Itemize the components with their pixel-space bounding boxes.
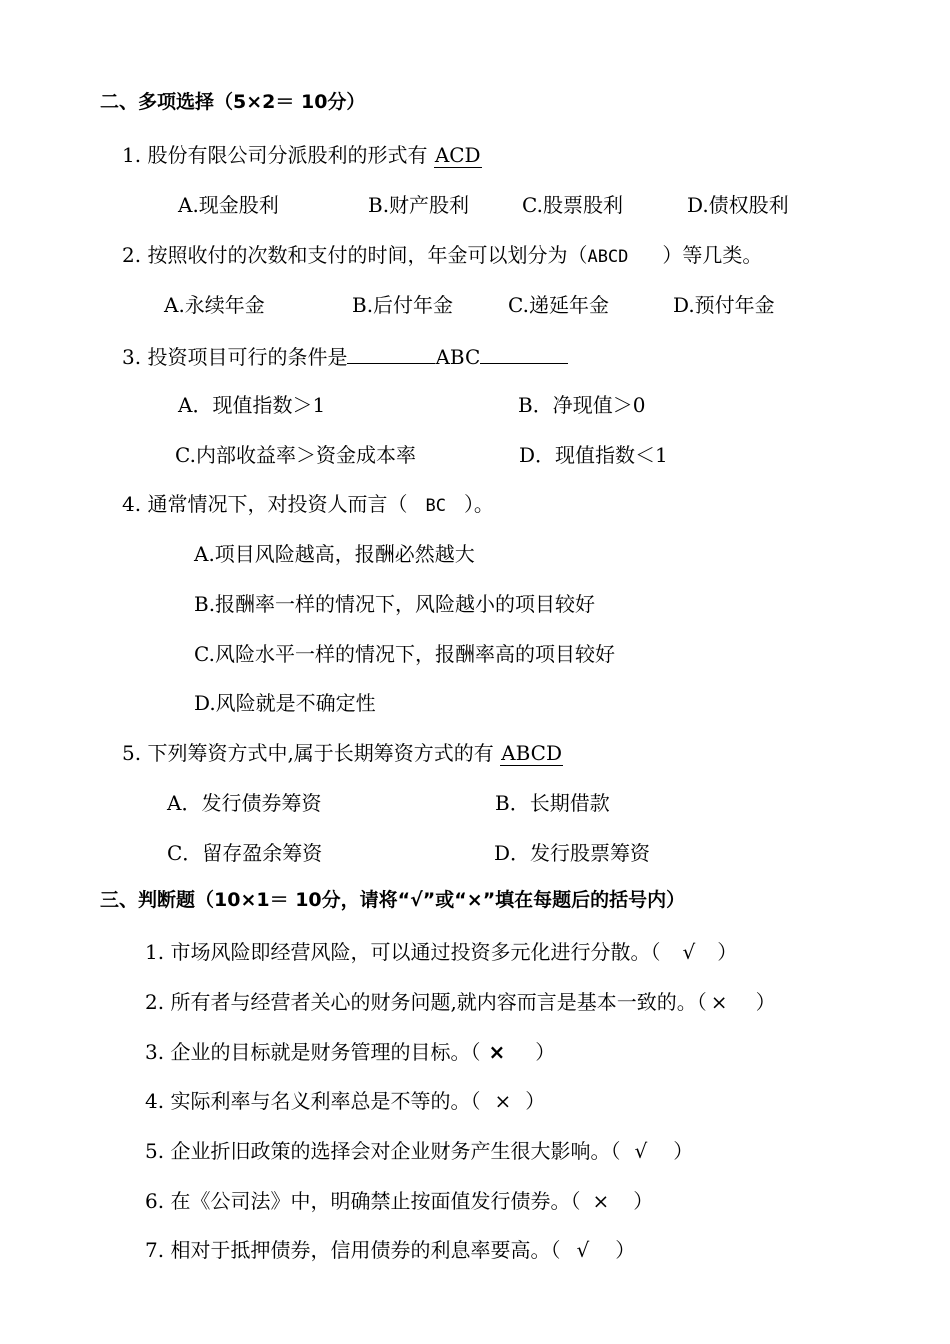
question-3-stem: 3. 投资项目可行的条件是 [122, 345, 348, 369]
tf-item-3-text: 3. 企业的目标就是财务管理的目标。（ [145, 1040, 481, 1064]
question-2-stem: 2. 按照收付的次数和支付的时间，年金可以划分为（ [122, 243, 588, 267]
question-2-stem-end: ）等几类。 [662, 243, 763, 267]
tf-item-6 [145, 1187, 653, 1215]
tf-item-5-mark: √ [634, 1139, 648, 1163]
tf-item-7-mark: √ [576, 1238, 590, 1262]
tf-item-7-close: ） [615, 1238, 636, 1262]
question-1-answer: ACD [434, 143, 481, 167]
tf-item-4-close: ） [525, 1089, 546, 1113]
tf-item-6-text: 6. 在《公司法》中，明确禁止按面值发行债券。（ [145, 1189, 581, 1213]
tf-item-4-mark: × [494, 1089, 512, 1113]
q1-option-c: C.股票股利 [522, 193, 623, 217]
question-2-answer: ABCD [587, 247, 629, 267]
tf-item-5-close: ） [673, 1139, 694, 1163]
q5-option-a: A．发行债券筹资 [167, 791, 322, 815]
q3-blank-right [480, 341, 568, 364]
question-4-stem-end: ）。 [463, 492, 494, 516]
q3-option-a: A．现值指数＞1 [178, 393, 326, 417]
q2-option-c: C.递延年金 [508, 293, 609, 317]
tf-item-2-mark: × [710, 990, 728, 1014]
q2-option-d: D.预付年金 [673, 293, 775, 317]
tf-item-4-text: 4. 实际利率与名义利率总是不等的。（ [145, 1089, 481, 1113]
tf-item-6-mark: × [592, 1189, 610, 1213]
question-1-stem: 1. 股份有限公司分派股利的形式有 [122, 143, 428, 167]
tf-item-2 [145, 988, 776, 1016]
q1-option-d: D.债权股利 [687, 193, 789, 217]
section-3-title: 三、判断题（10×1＝ 10分，请将“√”或“×”填在每题后的括号内） [100, 889, 686, 911]
tf-item-3-mark: × [488, 1040, 506, 1064]
question-4-stem: 4. 通常情况下，对投资人而言（ [122, 492, 408, 516]
question-5-answer: ABCD [501, 741, 563, 765]
tf-item-1-mark: √ [682, 940, 696, 964]
question-4 [122, 490, 494, 520]
tf-item-3 [145, 1038, 555, 1066]
q5-option-c: C．留存盈余筹资 [167, 841, 323, 865]
question-4-answer: BC [425, 496, 446, 516]
question-2 [122, 241, 762, 271]
q3-option-d: D．现值指数＜1 [519, 443, 668, 467]
question-5-stem: 5. 下列筹资方式中,属于长期筹资方式的有 [122, 741, 494, 765]
tf-item-1 [145, 938, 737, 966]
q2-option-a: A.永续年金 [164, 293, 265, 317]
q3-option-c: C.内部收益率＞资金成本率 [175, 443, 416, 467]
tf-item-5 [145, 1137, 693, 1165]
q2-option-b: B.后付年金 [352, 293, 454, 317]
question-5 [122, 739, 563, 767]
tf-item-7 [145, 1236, 635, 1264]
q4-option-a: A.项目风险越高，报酬必然越大 [194, 542, 475, 566]
q4-option-d: D.风险就是不确定性 [194, 691, 376, 715]
tf-item-5-text: 5. 企业折旧政策的选择会对企业财务产生很大影响。（ [145, 1139, 621, 1163]
tf-item-1-close: ） [717, 940, 738, 964]
q3-option-b: B．净现值＞0 [518, 393, 646, 417]
question-1 [122, 141, 482, 169]
q1-option-a: A.现金股利 [178, 193, 279, 217]
question-3-answer: ABC [435, 345, 481, 369]
q5-option-d: D．发行股票筹资 [494, 841, 651, 865]
q5-option-b: B．长期借款 [495, 791, 610, 815]
q3-blank-left [347, 341, 435, 364]
q4-option-b: B.报酬率一样的情况下，风险越小的项目较好 [194, 592, 596, 616]
tf-item-3-close: ） [535, 1040, 556, 1064]
tf-item-2-text: 2. 所有者与经营者关心的财务问题,就内容而言是基本一致的。（ [145, 990, 707, 1014]
tf-item-4 [145, 1087, 545, 1115]
tf-item-2-close: ） [755, 990, 776, 1014]
tf-item-1-text: 1. 市场风险即经营风险，可以通过投资多元化进行分散。（ [145, 940, 661, 964]
question-3 [122, 341, 568, 371]
q1-option-b: B.财产股利 [368, 193, 470, 217]
tf-item-6-close: ） [633, 1189, 654, 1213]
section-2-title: 二、多项选择（5×2＝ 10分） [100, 91, 366, 113]
q4-option-c: C.风险水平一样的情况下，报酬率高的项目较好 [194, 642, 615, 666]
tf-item-7-text: 7. 相对于抵押债券，信用债券的利息率要高。（ [145, 1238, 561, 1262]
